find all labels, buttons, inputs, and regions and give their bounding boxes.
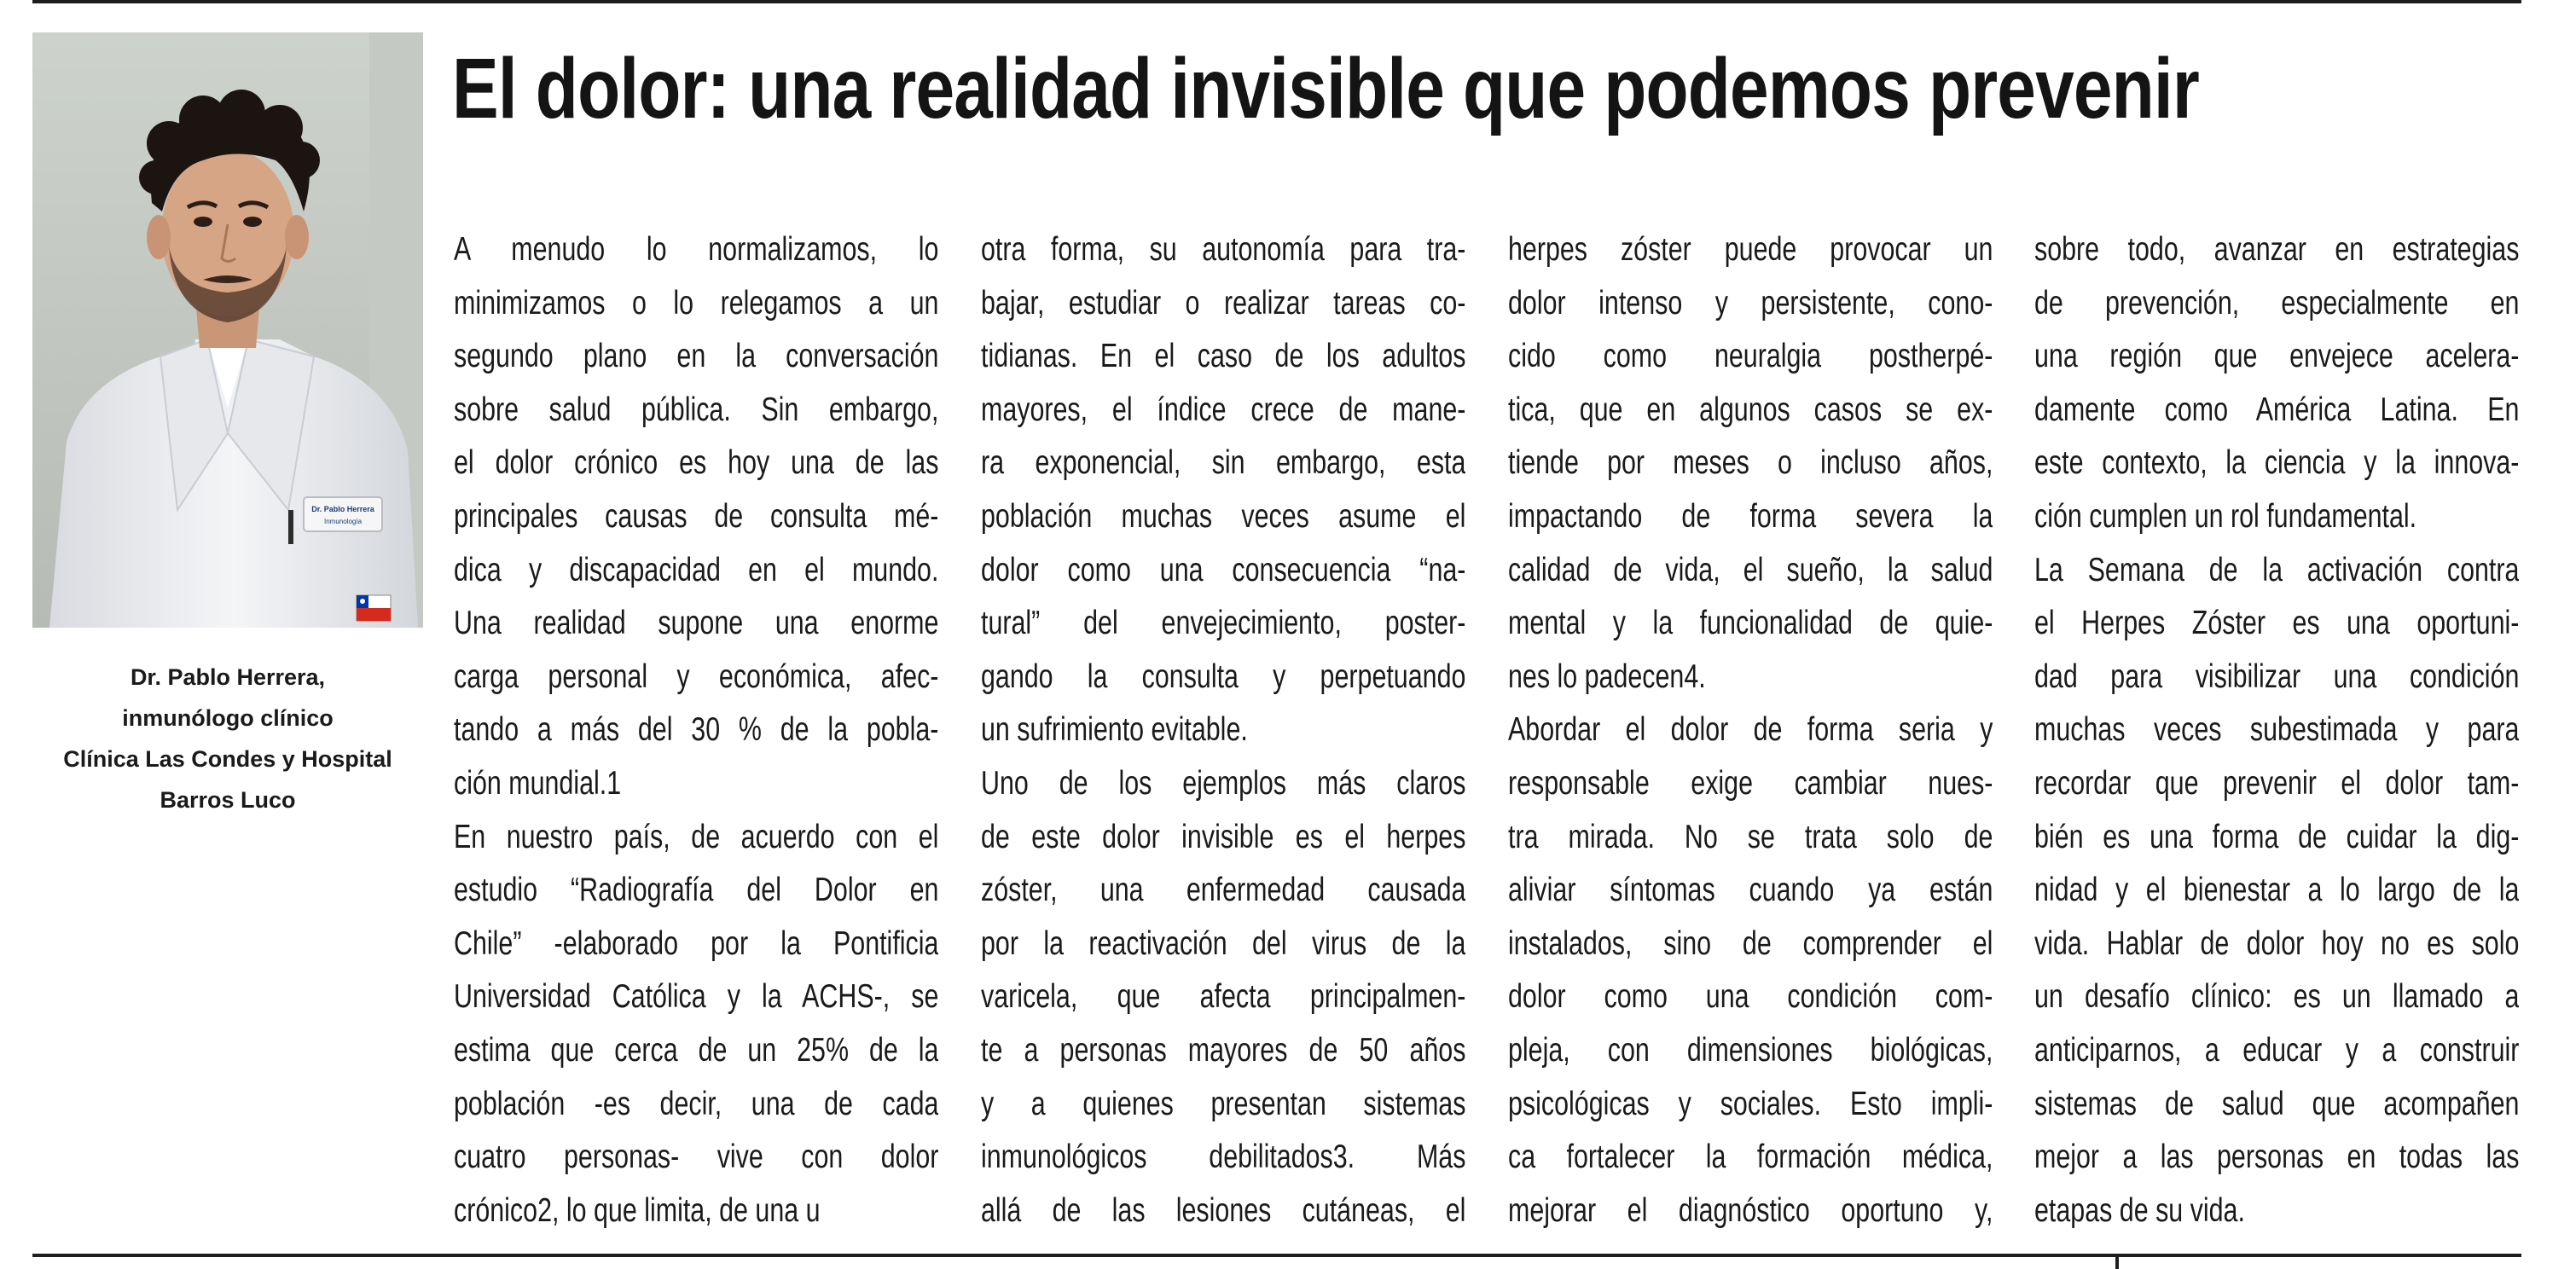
article-line: A menudo lo normalizamos, lo [454, 231, 938, 268]
article-line: un sufrimiento evitable. [981, 711, 1248, 749]
article-line: un desafío clínico: es un llamado a [2034, 978, 2519, 1016]
top-rule [32, 0, 2521, 3]
flag-emblem-icon [357, 595, 391, 621]
article-line: estudio “Radiografía del Dolor en [454, 872, 938, 909]
article-column-4 [2034, 223, 2519, 1230]
article-line: Uno de los ejemplos más claros [981, 764, 1465, 802]
article-line: principales causas de consulta mé- [454, 497, 938, 535]
article-line: dad para visibilizar una condición [2034, 658, 2519, 695]
article-line: Abordar el dolor de forma seria y [1508, 711, 1993, 749]
article-line: allá de las lesiones cutáneas, el [981, 1191, 1465, 1229]
article-line: tidianas. En el caso de los adultos [981, 338, 1465, 375]
article-line: responsable exige cambiar nues- [1508, 764, 1993, 802]
article-line: gando la consulta y perpetuando [981, 658, 1465, 695]
article-line: de este dolor invisible es el herpes [981, 818, 1465, 855]
article-line: segundo plano en la conversación [454, 338, 938, 375]
article-line: Una realidad supone una enorme [454, 605, 938, 642]
article-line: bién es una forma de cuidar la dig- [2034, 818, 2519, 855]
article-line: muchas veces subestimada y para [2034, 711, 2519, 749]
article-line: psicológicas y sociales. Esto impli- [1508, 1085, 1993, 1122]
caption-line: Barros Luco [160, 787, 296, 813]
article-column-2 [981, 223, 1465, 1230]
article-line: mejorar el diagnóstico oportuno y, [1508, 1191, 1993, 1229]
article-line: sobre salud pública. Sin embargo, [454, 391, 938, 428]
article-line: vida. Hablar de dolor hoy no es solo [2034, 924, 2519, 962]
article-line: dolor como una consecuencia “na- [981, 551, 1465, 588]
article-line: mejor a las personas en todas las [2034, 1139, 2519, 1176]
article-line: tando a más del 30 % de la pobla- [454, 711, 938, 749]
article-line: etapas de su vida. [2034, 1191, 2245, 1229]
article-line: el Herpes Zóster es una oportuni- [2034, 605, 2519, 642]
article-line: inmunológicos debilitados3. Más [981, 1139, 1465, 1176]
article-line: varicela, que afecta principalmen- [981, 978, 1465, 1016]
article-line: minimizamos o lo relegamos a un [454, 284, 938, 322]
article-line: nes lo padecen4. [1508, 658, 1706, 695]
bottom-rule-tick [2115, 1254, 2119, 1269]
article-line: Chile” -elaborado por la Pontificia [454, 924, 938, 962]
article-line: una región que envejece acelera- [2034, 338, 2519, 375]
bottom-rule [32, 1254, 2521, 1257]
article-line: carga personal y económica, afec- [454, 658, 938, 695]
article-line: ción mundial.1 [454, 764, 622, 802]
article-line: población muchas veces asume el [981, 497, 1465, 535]
article-line: mayores, el índice crece de mane- [981, 391, 1465, 428]
article-line: ción cumplen un rol fundamental. [2034, 497, 2417, 535]
article-line: impactando de forma severa la [1508, 497, 1993, 535]
article-column-3 [1508, 223, 1993, 1230]
article-line: bajar, estudiar o realizar tareas co- [981, 284, 1465, 322]
article-line: pleja, con dimensiones biológicas, [1508, 1031, 1993, 1069]
article-line: recordar que prevenir el dolor tam- [2034, 764, 2519, 802]
caption-line: Dr. Pablo Herrera, [130, 664, 326, 690]
article-line: crónico2, lo que limita, de una u [454, 1191, 821, 1229]
article-line: calidad de vida, el sueño, la salud [1508, 551, 1993, 588]
article-line: tiende por meses o incluso años, [1508, 444, 1993, 482]
caption-line: inmunólogo clínico [122, 705, 334, 731]
article-line: cuatro personas- vive con dolor [454, 1139, 938, 1176]
article-line: mental y la funcionalidad de quie- [1508, 605, 1993, 642]
article-line: sistemas de salud que acompañen [2034, 1085, 2519, 1122]
article-line: dica y discapacidad en el mundo. [454, 551, 938, 588]
photo-caption [32, 657, 423, 820]
badge-name: Dr. Pablo Herrera [311, 505, 374, 513]
article-column-1 [454, 223, 938, 1230]
article-line: este contexto, la ciencia y la innova- [2034, 444, 2519, 482]
article-line: damente como América Latina. En [2034, 391, 2519, 428]
article-line: herpes zóster puede provocar un [1508, 231, 1993, 268]
article-line: de prevención, especialmente en [2034, 284, 2519, 322]
article-line: La Semana de la activación contra [2034, 551, 2519, 588]
article-line: por la reactivación del virus de la [981, 924, 1465, 962]
article-line: cido como neuralgia postherpé- [1508, 338, 1993, 375]
article-line: nidad y el bienestar a lo largo de la [2034, 872, 2519, 909]
article-line: estima que cerca de un 25% de la [454, 1031, 938, 1069]
article-line: aliviar síntomas cuando ya están [1508, 872, 1993, 909]
article-line: tica, que en algunos casos se ex- [1508, 391, 1993, 428]
article-line: tural” del envejecimiento, poster- [981, 605, 1465, 642]
article-line: el dolor crónico es hoy una de las [454, 444, 938, 482]
article-headline: El dolor: una realidad invisible que podemos prevenir [452, 41, 2199, 136]
article-line: Universidad Católica y la ACHS-, se [454, 978, 938, 1016]
article-line: otra forma, su autonomía para tra- [981, 231, 1465, 268]
badge-specialty: Inmunología [323, 518, 363, 525]
article-line: dolor intenso y persistente, cono- [1508, 284, 1993, 322]
article-line: población -es decir, una de cada [454, 1085, 938, 1122]
article-line: sobre todo, avanzar en estrategias [2034, 231, 2519, 268]
article-line: te a personas mayores de 50 años [981, 1031, 1465, 1069]
article-line: dolor como una condición com- [1508, 978, 1993, 1016]
article-line: zóster, una enfermedad causada [981, 872, 1465, 909]
author-photo [32, 32, 423, 628]
article-line: instalados, sino de comprender el [1508, 924, 1993, 962]
caption-line: Clínica Las Condes y Hospital [63, 746, 392, 772]
article-line: ra exponencial, sin embargo, esta [981, 444, 1465, 482]
article-line: tra mirada. No se trata solo de [1508, 818, 1993, 855]
article-line: En nuestro país, de acuerdo con el [454, 818, 938, 855]
article-line: y a quienes presentan sistemas [981, 1085, 1465, 1122]
article-line: anticiparnos, a educar y a construir [2034, 1031, 2519, 1069]
article-line: ca fortalecer la formación médica, [1508, 1139, 1993, 1176]
